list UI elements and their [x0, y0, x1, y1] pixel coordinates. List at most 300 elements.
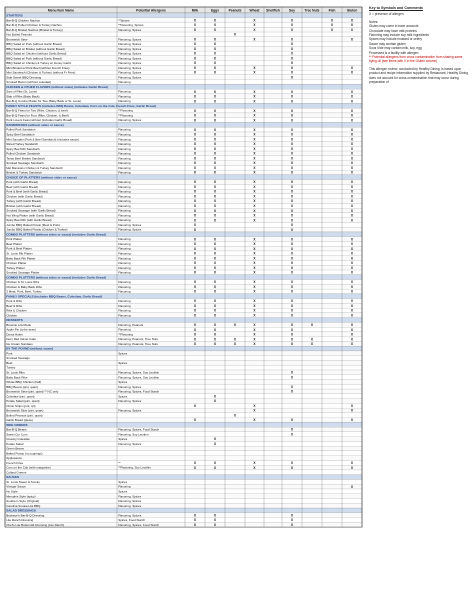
- allergen-text: Flavoring, Peanuts: [118, 322, 144, 327]
- allergen-text: Flavoring, Spices: [118, 222, 142, 227]
- allergen-mark: X: [290, 27, 294, 32]
- table-row: [5, 341, 362, 346]
- allergen-mark: X: [253, 465, 256, 470]
- section-row: [5, 346, 362, 351]
- allergen-mark: X: [290, 199, 294, 204]
- item-name: Turkey: [6, 365, 16, 370]
- allergen-mark: X: [290, 522, 294, 527]
- item-name: French Fries: [6, 460, 24, 465]
- allergen-mark: X: [253, 408, 256, 413]
- allergen-mark: X: [213, 161, 217, 166]
- allergen-mark: X: [193, 137, 197, 142]
- item-name: Potato Salad: [6, 441, 24, 446]
- table-row: [5, 170, 362, 175]
- allergen-mark: X: [350, 89, 354, 94]
- allergen-mark: X: [290, 165, 294, 170]
- allergen-mark: X: [213, 303, 217, 308]
- table-row: [5, 413, 362, 418]
- allergen-mark: X: [290, 327, 294, 332]
- allergen-mark: X: [290, 194, 294, 199]
- allergen-mark: X: [193, 132, 197, 137]
- table-row: [5, 251, 362, 256]
- table-row: [5, 284, 362, 289]
- allergen-mark: X: [350, 308, 354, 313]
- allergen-mark: X: [253, 94, 256, 99]
- table-row: [5, 351, 362, 356]
- allergen-mark: X: [290, 170, 294, 175]
- item-name: Chicken & Baby Back Ribs: [6, 284, 42, 289]
- allergen-mark: X: [213, 18, 217, 23]
- allergen-text: Flavoring: [118, 156, 131, 161]
- allergen-text: Flavoring, Spices: [118, 46, 142, 51]
- allergen-mark: X: [253, 284, 256, 289]
- table-row: [5, 518, 362, 523]
- allergen-mark: X: [253, 251, 256, 256]
- allergen-mark: X: [193, 204, 197, 208]
- allergen-text: Spices: [118, 351, 128, 356]
- allergen-mark: X: [193, 65, 197, 70]
- allergen-mark: X: [290, 137, 294, 142]
- allergen-mark: X: [253, 37, 256, 42]
- table-row: [5, 151, 362, 156]
- allergen-mark: X: [350, 151, 354, 156]
- item-name: Apple Pie (to-be-seen): [6, 327, 37, 332]
- section-row: [5, 508, 362, 513]
- allergen-mark: X: [350, 270, 354, 275]
- table-row: [5, 494, 362, 499]
- allergen-text: Flavoring, Spices, Food Starch: [118, 522, 160, 527]
- allergen-mark: X: [290, 299, 294, 304]
- allergen-mark: X: [350, 265, 354, 270]
- allergen-mark: X: [193, 327, 197, 332]
- item-name: Smoked Sausage Sandwich: [6, 161, 44, 166]
- allergen-mark: X: [193, 46, 197, 51]
- allergen-mark: X: [290, 461, 294, 466]
- allergen-mark: X: [253, 313, 256, 318]
- allergen-mark: X: [350, 303, 354, 308]
- allergen-text: **Flavoring, Soy Lecithin: [118, 465, 151, 470]
- item-name: Smoked Bacon (without coleslaw): [6, 80, 52, 85]
- allergen-mark: X: [193, 194, 197, 199]
- allergen-mark: X: [213, 513, 217, 518]
- legend-note-7: Processed is a facility with allergen: [369, 50, 419, 55]
- allergen-mark: X: [253, 65, 256, 70]
- allergen-text: Flavoring, Spices: [118, 384, 142, 389]
- allergen-mark: X: [193, 165, 197, 170]
- allergen-mark: X: [253, 194, 256, 199]
- allergen-mark: X: [253, 184, 256, 189]
- allergen-mark: X: [213, 323, 217, 327]
- allergen-mark: X: [193, 208, 197, 213]
- allergen-text: Flavoring, Spices: [118, 399, 142, 404]
- item-name: 3 Meat: Pork, Beef, Turkey: [6, 289, 42, 294]
- allergen-mark: X: [213, 146, 217, 151]
- allergen-mark: X: [253, 261, 256, 266]
- allergen-text: Spices: [118, 360, 128, 365]
- table-row: [5, 460, 362, 465]
- allergen-text: Spices, Food Starch: [118, 518, 146, 523]
- allergen-mark: X: [193, 146, 197, 151]
- allergen-mark: X: [213, 299, 217, 304]
- allergen-mark: X: [193, 522, 197, 527]
- allergen-text: Flavoring: [118, 299, 131, 304]
- table-row: [5, 37, 362, 42]
- allergen-mark: X: [193, 56, 197, 61]
- allergen-mark: X: [350, 461, 354, 466]
- item-name: Brunswick Slow (pint, quart): [6, 408, 44, 413]
- section-label: DESSERTS: [6, 318, 23, 323]
- table-row: [5, 256, 362, 261]
- table-row: [5, 394, 362, 399]
- table-row: [5, 375, 362, 380]
- item-name: Fiery Red Velvet Cake: [6, 337, 37, 342]
- legend-note-2: Chocolate may have milk proteins: [369, 28, 417, 33]
- item-name: Beef: [6, 360, 13, 365]
- allergen-mark: X: [253, 418, 256, 423]
- allergen-mark: X: [233, 342, 237, 347]
- section-label: COMBO PLATTERS (without sides or sauce) (includes Garlic Bread): [6, 275, 107, 280]
- allergen-mark: X: [310, 323, 314, 327]
- allergen-mark: X: [193, 199, 197, 204]
- allergen-text: Flavoring: [118, 280, 131, 285]
- allergen-mark: X: [350, 165, 354, 170]
- item-name: Boiled Peanuts (pint, quart): [6, 413, 43, 418]
- allergen-text: Flavoring: [118, 146, 131, 151]
- allergen-mark: X: [290, 208, 294, 213]
- table-row: [5, 427, 362, 432]
- allergen-mark: X: [253, 151, 256, 156]
- section-label: CHICKEN & OTHER FLAVORS (without sides) (includes Garlic Bread): [6, 84, 108, 89]
- allergen-mark: X: [213, 42, 217, 47]
- allergen-mark: X: [213, 151, 217, 156]
- header-cell: Menu Item Name: [47, 8, 75, 13]
- allergen-mark: X: [253, 303, 256, 308]
- allergen-mark: X: [350, 284, 354, 289]
- allergen-mark: X: [253, 142, 256, 147]
- allergen-mark: X: [290, 427, 294, 432]
- allergen-mark: X: [290, 280, 294, 285]
- allergen-text: Flavoring: [118, 237, 131, 242]
- allergen-mark: X: [213, 289, 217, 294]
- item-name: Bar-B-Q Brisket Nachos (Brisket & Turkey): [6, 27, 63, 32]
- table-row: [5, 356, 362, 361]
- allergen-mark: X: [213, 156, 217, 161]
- allergen-mark: X: [213, 242, 217, 247]
- section-label: CHOICE OF PLATTERS (without sides or sauce): [6, 175, 77, 180]
- allergen-mark: X: [290, 56, 294, 61]
- item-name: Onion Strips (pint, qrt): [6, 403, 36, 408]
- table-row: [5, 513, 362, 518]
- item-name: St. Louis Sweet & Smoky: [6, 479, 40, 484]
- allergen-mark: X: [193, 108, 197, 113]
- allergen-mark: X: [350, 118, 354, 123]
- item-name: Jumbo BBQ Baked Potato (Beef & Pork): [6, 222, 61, 227]
- allergen-mark: X: [193, 299, 197, 304]
- item-name: Bar-B-Q Feast for Two (Ribs, Chicken, & beef): [6, 108, 68, 113]
- legend-x-note: X = presence of allergen: [369, 12, 404, 17]
- item-name: Potato Salad (pint, quart): [6, 399, 40, 404]
- allergen-mark: X: [350, 218, 354, 223]
- allergen-mark: X: [193, 61, 197, 66]
- allergen-mark: X: [350, 23, 354, 28]
- item-name: BBQ Salad w/ Chicken & Turkey w/ Honey Garlic: [6, 61, 72, 66]
- allergen-mark: X: [213, 261, 217, 266]
- allergen-mark: X: [290, 303, 294, 308]
- item-name: Pork & Beef Platter: [6, 246, 32, 251]
- item-name: Donut Holes: [6, 332, 23, 337]
- allergen-mark: X: [290, 180, 294, 185]
- item-name: Lite Ranch Dressing: [6, 518, 34, 523]
- table-row: [5, 303, 362, 308]
- allergen-text: Flavoring, Spices: [118, 408, 142, 413]
- allergen-mark: X: [193, 251, 197, 256]
- allergen-mark: X: [213, 118, 217, 123]
- allergen-mark: X: [193, 289, 197, 294]
- allergen-mark: X: [253, 161, 256, 166]
- allergen-mark: X: [193, 189, 197, 194]
- allergen-mark: X: [193, 94, 197, 99]
- allergen-text: Flavoring, Spices: [118, 227, 142, 232]
- item-name: Slab of Ribs (Baby Back): [6, 94, 40, 99]
- item-name: Mini Brisket w/ Pork Beef (without French Fries): [6, 65, 70, 70]
- allergen-mark: X: [253, 218, 256, 223]
- allergen-mark: X: [213, 132, 217, 137]
- section-label: COMBO PLATTERS (without sides or sauce) (includes Garlic Bread): [6, 232, 107, 237]
- allergen-mark: X: [193, 170, 197, 175]
- allergen-text: Flavoring, Spices, Soy Lecithin: [118, 370, 160, 375]
- table-row: [5, 32, 362, 37]
- table-row: [5, 456, 362, 461]
- allergen-mark: X: [290, 223, 294, 228]
- allergen-mark: X: [350, 313, 354, 318]
- allergen-mark: X: [213, 37, 217, 42]
- allergen-mark: X: [213, 189, 217, 194]
- table-row: [5, 408, 362, 413]
- table-row: [5, 479, 362, 484]
- item-name: BBQ Salad w/ Pork (without Garlic Bread): [6, 42, 62, 47]
- allergen-mark: X: [213, 99, 217, 104]
- table-row: [5, 389, 362, 394]
- allergen-mark: X: [213, 180, 217, 185]
- item-name: Buckeye's Bar-B-Q Dressing: [6, 513, 45, 518]
- section-label: SALAD DRESSINGS: [6, 508, 36, 513]
- allergen-mark: X: [350, 403, 354, 408]
- allergen-mark: X: [213, 70, 217, 75]
- table-row: [5, 327, 362, 332]
- allergen-mark: X: [290, 23, 294, 28]
- table-row: [5, 203, 362, 208]
- allergen-mark: X: [290, 261, 294, 266]
- item-name: Pork Lovers Feast without (includes Garlic Bread): [6, 118, 73, 123]
- allergen-mark: X: [193, 270, 197, 275]
- allergen-mark: X: [290, 204, 294, 208]
- section-label: SIDE ORDERS: [6, 422, 28, 427]
- allergen-mark: X: [290, 289, 294, 294]
- allergen-mark: X: [290, 384, 294, 389]
- allergen-mark: X: [330, 27, 334, 32]
- item-name: Applesauce: [6, 456, 22, 461]
- allergen-text: Spices: [118, 479, 128, 484]
- table-row: [5, 399, 362, 404]
- allergen-mark: X: [290, 246, 294, 251]
- allergen-mark: X: [350, 237, 354, 242]
- allergen-mark: X: [253, 342, 256, 347]
- allergen-mark: X: [350, 204, 354, 208]
- allergen-mark: X: [193, 127, 197, 132]
- header-cell: Peanuts: [228, 8, 242, 13]
- allergen-mark: X: [253, 70, 256, 75]
- item-name: Turkey Platter: [6, 265, 25, 270]
- allergen-mark: X: [213, 65, 217, 70]
- allergen-mark: X: [350, 199, 354, 204]
- allergen-text: Flavoring: [118, 203, 131, 208]
- allergen-mark: X: [193, 461, 197, 466]
- allergen-mark: X: [193, 213, 197, 218]
- allergen-mark: X: [193, 342, 197, 347]
- item-name: Green Beans: [6, 446, 24, 451]
- allergen-mark: X: [350, 161, 354, 166]
- allergen-mark: X: [253, 327, 256, 332]
- legend-note-5: Sauce may contain gluten: [369, 41, 406, 46]
- item-name: Pork & Beef (with Garlic Bread): [6, 189, 48, 194]
- table-row: [5, 156, 362, 161]
- allergen-text: Flavoring: [118, 99, 131, 104]
- allergen-mark: X: [213, 332, 217, 337]
- allergen-mark: X: [253, 146, 256, 151]
- allergen-text: Flavoring: [118, 94, 131, 99]
- allergen-mark: X: [290, 465, 294, 470]
- allergen-text: Flavoring: [118, 184, 131, 189]
- table-row: [5, 384, 362, 389]
- allergen-mark: X: [193, 223, 197, 228]
- allergen-mark: X: [290, 313, 294, 318]
- table-row: [5, 365, 362, 370]
- allergen-mark: X: [350, 408, 354, 413]
- item-name: Collard Greens: [6, 470, 27, 475]
- allergen-mark: X: [290, 127, 294, 132]
- allergen-mark: X: [290, 46, 294, 51]
- allergen-mark: X: [253, 113, 256, 118]
- allergen-text: Flavoring: [118, 199, 131, 204]
- allergen-mark: X: [290, 432, 294, 437]
- item-name: Coleslaw (pint, quart): [6, 394, 35, 399]
- allergen-mark: X: [350, 37, 354, 42]
- allergen-mark: X: [193, 89, 197, 94]
- table-row: [5, 289, 362, 294]
- section-label: SAUCES: [6, 475, 20, 480]
- item-name: Hot Boiled Peanuts: [6, 32, 32, 37]
- item-name: Pork & Ribs: [6, 299, 23, 304]
- table-row: [5, 465, 362, 470]
- table-row: [5, 146, 362, 151]
- allergen-mark: X: [213, 194, 217, 199]
- allergen-mark: X: [193, 323, 197, 327]
- allergen-mark: X: [253, 332, 256, 337]
- item-name: Jumbo BBQ Baked Potato (Chicken & Turkey): [6, 227, 68, 232]
- legend-note-6: Sous Vide may contain milk, soy, egg: [369, 46, 422, 51]
- allergen-mark: X: [290, 513, 294, 518]
- item-name: Creamy Coleslaw: [6, 437, 30, 442]
- allergen-mark: X: [213, 23, 217, 28]
- allergen-mark: X: [290, 370, 294, 375]
- allergen-mark: X: [350, 465, 354, 470]
- allergen-mark: X: [350, 142, 354, 147]
- allergen-text: Flavoring: [118, 313, 131, 318]
- allergen-mark: X: [213, 204, 217, 208]
- section-label: FAMILY STYLE FEASTS (includes BBQ Beans, Coleslaw, Corn on the Cob, French Fries, Garlic Bread): [6, 103, 156, 108]
- allergen-text: Flavoring, Spices: [118, 118, 142, 123]
- allergen-mark: X: [350, 251, 354, 256]
- allergen-mark: X: [213, 518, 217, 523]
- allergen-mark: X: [193, 261, 197, 266]
- item-name: Mini Sampler (Pork & Beef Sandwich) (includes sauce): [6, 137, 80, 142]
- allergen-text: Flavoring: [118, 218, 131, 223]
- allergen-mark: X: [290, 113, 294, 118]
- allergen-mark: X: [290, 18, 294, 23]
- item-name: Memphis Style (spicy): [6, 494, 36, 499]
- allergen-mark: X: [193, 313, 197, 318]
- allergen-mark: X: [213, 280, 217, 285]
- allergen-mark: X: [213, 327, 217, 332]
- allergen-text: Flavoring: [118, 137, 131, 142]
- item-name: Bar-B-Q Combo Platter for Two (Baby Back or St. Louis): [6, 99, 82, 104]
- allergen-mark: X: [350, 289, 354, 294]
- allergen-mark: X: [213, 522, 217, 527]
- allergen-mark: X: [253, 280, 256, 285]
- allergen-mark: X: [213, 394, 217, 399]
- allergen-mark: X: [193, 142, 197, 147]
- item-name: Carolina Smoke-Hot BBQ: [6, 503, 41, 508]
- allergen-mark: X: [290, 213, 294, 218]
- allergen-mark: X: [350, 337, 354, 342]
- allergen-mark: X: [290, 518, 294, 523]
- table-row: [5, 308, 362, 313]
- allergen-mark: X: [193, 280, 197, 285]
- item-name: BBQ Salad w/ Pork (without Garlic Bread): [6, 56, 62, 61]
- allergen-mark: X: [213, 142, 217, 147]
- allergen-mark: X: [213, 342, 217, 347]
- table-row: [5, 89, 362, 94]
- allergen-mark: X: [193, 27, 197, 32]
- item-name: Garlic Bread (piece): [6, 418, 33, 423]
- allergen-mark: X: [233, 413, 237, 418]
- allergen-mark: X: [193, 303, 197, 308]
- allergen-text: Flavoring: [118, 170, 131, 175]
- item-name: Pork Platter: [6, 237, 22, 242]
- allergen-mark: X: [350, 170, 354, 175]
- item-name: Ribs & Chicken: [6, 308, 27, 313]
- allergen-mark: X: [253, 208, 256, 213]
- allergen-mark: X: [253, 189, 256, 194]
- item-name: Pulled Pork Sandwich: [6, 127, 36, 132]
- section-label: BY THE POUND (without sauce): [6, 346, 54, 351]
- allergen-mark: X: [253, 237, 256, 242]
- item-name: BBQ Salad w/ Brisket (without Garlic Bread): [6, 46, 65, 51]
- legend-notes-heading: Notes:: [369, 19, 379, 24]
- allergen-text: Flavoring, Spices: [118, 56, 142, 61]
- table-row: [5, 380, 362, 385]
- allergen-text: Flavoring, Spices: [118, 70, 142, 75]
- section-row: [5, 422, 362, 427]
- item-name: Whole BBQ Chicken (half): [6, 380, 42, 385]
- item-name: Sliced Turkey Sandwich: [6, 142, 39, 147]
- allergen-mark: X: [350, 65, 354, 70]
- header-cell: Soy: [288, 8, 296, 13]
- allergen-mark: X: [350, 280, 354, 285]
- allergen-mark: X: [213, 94, 217, 99]
- allergen-mark: X: [253, 323, 256, 327]
- legend-note-1: Gluten may come in trace amounts: [369, 24, 419, 29]
